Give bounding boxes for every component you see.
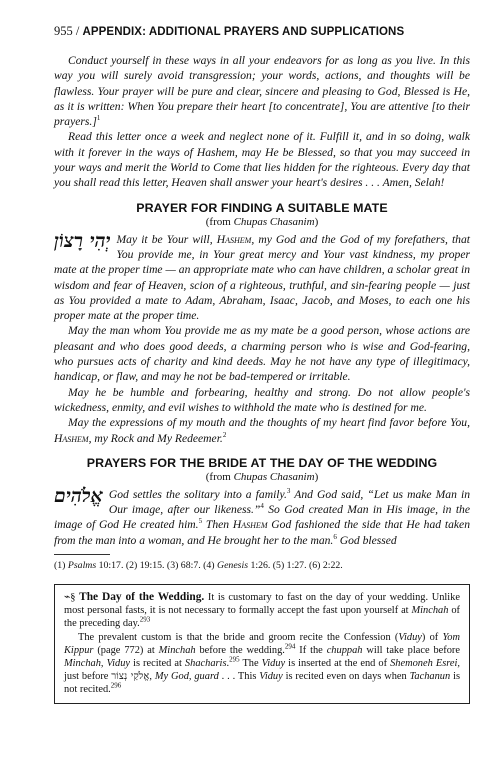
- text: The prevalent custom is that the bride and groom recite the Confession (: [78, 631, 399, 643]
- source-suffix: ): [314, 215, 319, 228]
- text: So God created Man in His image, in the image of God He created him.: [54, 503, 470, 532]
- box-heading: The Day of the Wedding.: [79, 591, 205, 604]
- header-separator: /: [75, 24, 80, 38]
- bride-source: [54, 471, 470, 483]
- note-ref: 4: [260, 502, 264, 511]
- hebrew-opening-words: אֱלֹהִים: [54, 484, 103, 507]
- wedding-day-laws-box: [54, 584, 470, 704]
- text: And God said, “Let us make Man in Our image, after our likeness.”: [108, 487, 470, 517]
- book-name: Psalms: [67, 560, 97, 572]
- source-prefix: (from: [205, 470, 234, 483]
- divine-name: Hashem: [216, 232, 252, 246]
- hebrew-opening-words: יְהִי רָצוֹן: [54, 229, 111, 252]
- term: Minchah, Viduy: [64, 658, 131, 670]
- term: Viduy: [398, 631, 422, 643]
- text: (1): [54, 560, 68, 572]
- text: just before: [64, 671, 112, 683]
- text: May the expressions of my mouth and the thoughts of my heart find favor before You,: [68, 416, 470, 430]
- note-ref: 293: [139, 615, 151, 624]
- term: Viduy: [261, 658, 286, 670]
- mate-paragraph-3: May he be humble and forbearing, healthy and strong. Do not allow people's wickedness, enmity, and evil wishes to withhold the mate who is destined for me.: [54, 385, 470, 414]
- term: My God, guard: [154, 671, 219, 683]
- note-ref: 6: [333, 532, 337, 541]
- text: is recited even on days when: [282, 671, 410, 683]
- source-name: Chupas Chasanim: [233, 215, 315, 228]
- hebrew-phrase: אֱלֹקַי נְצוֹר: [111, 671, 150, 683]
- source-name: Chupas Chasanim: [233, 470, 315, 483]
- mate-paragraph-4: [54, 415, 470, 446]
- text: .: [226, 658, 230, 670]
- term: Minchah: [158, 644, 196, 656]
- text: 10:17. (2) 19:15. (3) 68:7. (4): [96, 560, 217, 572]
- text: May it be Your will,: [116, 232, 217, 246]
- term: Shacharis: [184, 658, 227, 670]
- text: God blessed: [336, 533, 397, 547]
- text: ) of: [421, 631, 443, 643]
- mate-paragraph-2: May the man whom You provide me as my mate be a good person, whose actions are pleasant and who does good deeds, a charming person who is wise and God-fearing, who pursues acts of charity and kind deeds. May he not have any type of illegitimacy, handicap, or flaw, and may he not be bad-tempered or irritable.: [54, 324, 470, 384]
- mate-source: [54, 216, 470, 228]
- text: Then: [202, 518, 233, 532]
- text: before the wedding.: [195, 644, 285, 656]
- section-title: APPENDIX: ADDITIONAL PRAYERS AND SUPPLICATIONS: [82, 26, 405, 38]
- text: is not recited.: [64, 671, 461, 696]
- text: is inserted at the end of: [285, 658, 391, 670]
- footnotes: [54, 559, 470, 572]
- note-ref: 1: [96, 114, 101, 123]
- text: God fashioned the side that He had taken from the man into a woman, and He brought her to the man.: [54, 518, 470, 547]
- text: The: [239, 658, 262, 670]
- term: Shemoneh Esrei,: [390, 658, 460, 670]
- bride-prayer-title: PRAYERS FOR THE BRIDE AT THE DAY OF THE WEDDING: [86, 455, 438, 470]
- source-suffix: ): [314, 470, 319, 483]
- term: Yom Kippur: [64, 631, 461, 656]
- source-prefix: (from: [205, 215, 234, 228]
- box-paragraph-2: [64, 631, 460, 697]
- section-bullet-icon: ⌁§: [64, 592, 76, 604]
- footnote-divider: [54, 554, 110, 555]
- note-ref: 3: [286, 486, 291, 495]
- text: 1:26. (5) 1:27. (6) 2:22.: [248, 560, 343, 572]
- text: is recited at: [130, 658, 185, 670]
- note-ref: 296: [110, 681, 122, 690]
- running-header: [54, 24, 470, 39]
- note-ref: 5: [198, 517, 203, 526]
- intro-paragraph-1: [54, 53, 470, 129]
- text: . . . This: [218, 671, 260, 683]
- book-name: Genesis: [217, 560, 249, 572]
- box-paragraph-1: [64, 591, 460, 631]
- intro-paragraph-2: Read this letter once a week and neglect none of it. Fulfill it, and in so doing, walk with it forever in the ways of Hashem, may He be Blessed, so that you may succeed in your ways and merit the World to Come that lies hidden for the righteous. Every day that you shall read this letter, Heaven shall answer your heart's desires . . . Amen, Selah!: [54, 130, 470, 190]
- text: If the: [295, 644, 327, 656]
- text: (page 772) at: [93, 644, 159, 656]
- divine-name: Hashem: [54, 431, 89, 445]
- note-ref: 295: [229, 655, 240, 664]
- text: It is customary to fast on the day of your wedding. Unlike most personal fasts, it is not necessary to formally accept the fast upon yourself at: [64, 592, 460, 617]
- term: Viduy: [259, 671, 283, 683]
- text: , my Rock and My Redeemer.: [88, 431, 223, 445]
- page-number: 955: [54, 24, 73, 38]
- text: ,: [149, 671, 155, 683]
- intro-text-1: Conduct yourself in these ways in all your endeavors for as long as you live. In this way you will surely avoid transgression; your words, actions, and thoughts will be flawless. Your prayer will be pure and clear, sincere and pleasing to God, Blessed is He, as it is written: When You prepare their heart [to concentrate], You are attentive [to their prayers.]: [54, 54, 470, 129]
- text: will take place before: [362, 644, 460, 656]
- note-ref: 294: [284, 642, 296, 651]
- text: of the preceding day.: [64, 605, 460, 630]
- book-page: [54, 24, 470, 704]
- bride-paragraph: [54, 484, 470, 548]
- divine-name: Hashem: [232, 518, 268, 532]
- note-ref: 2: [222, 430, 227, 439]
- term: Minchah: [411, 605, 449, 617]
- mate-prayer-title: PRAYER FOR FINDING A SUITABLE MATE: [136, 200, 388, 215]
- term: chuppah: [326, 644, 363, 656]
- text: , my God and the God of my forefathers, that You provide me, in Your great mercy and Your vast kindness, my proper mate at the proper time — an appropriate mate who can have children, a scholar great in wisdom and fear of Heaven, scion of a righteous, truthful, and sin-fearing people — just as You provided a mate to Adam, Abraham, Isaac, Jacob, and Moses, to each one his proper mate at the proper time.: [54, 232, 470, 323]
- term: Tachanun: [409, 671, 451, 683]
- mate-paragraph-1: [54, 229, 470, 324]
- text: God settles the solitary into a family.: [108, 487, 287, 501]
